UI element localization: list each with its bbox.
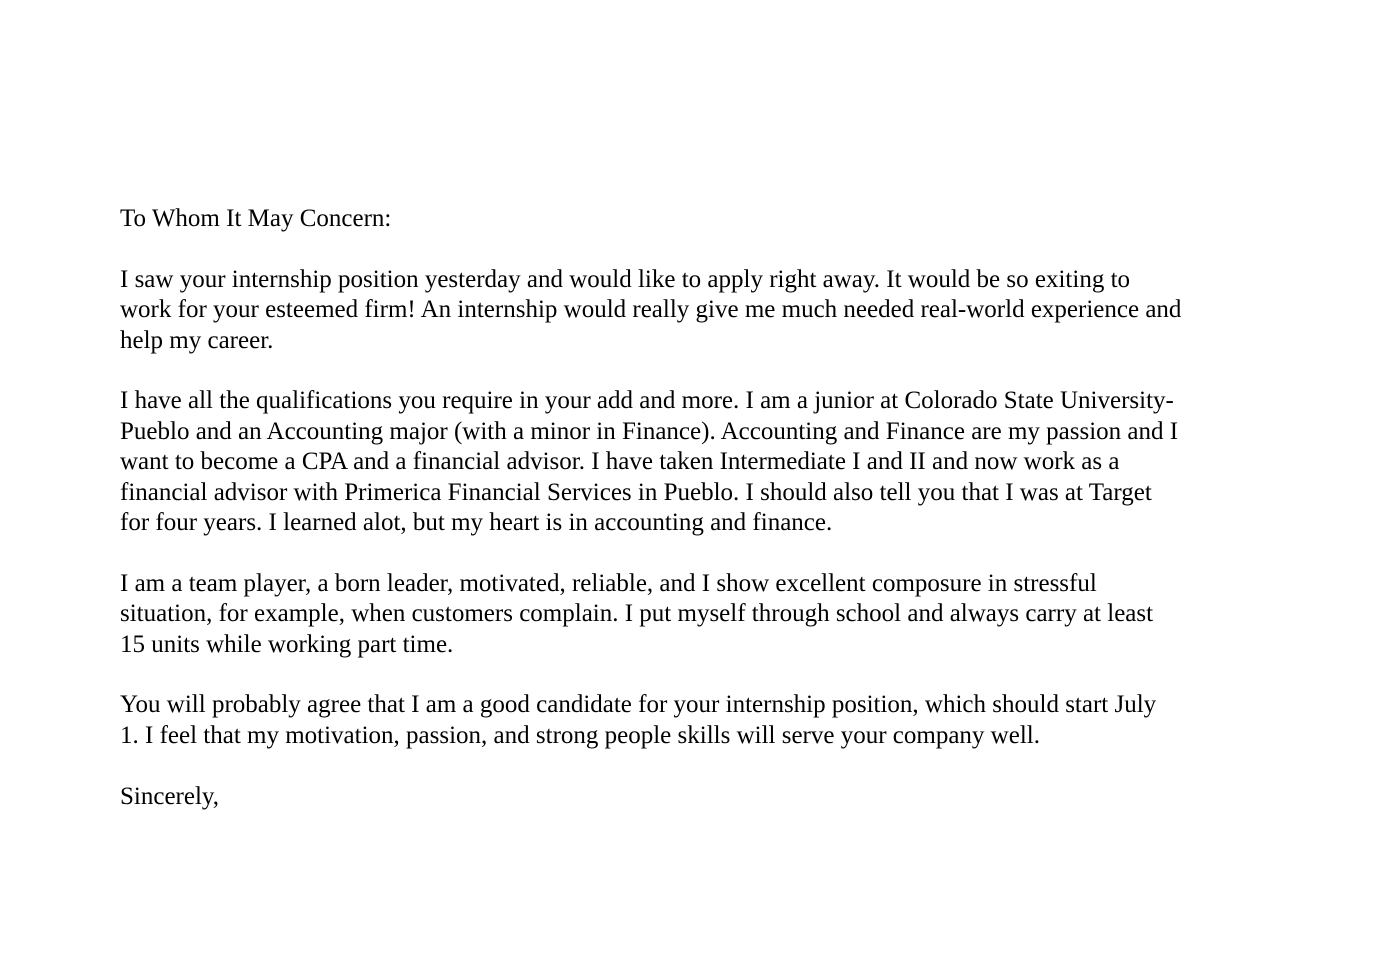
paragraph-line: work for your esteemed firm! An internship would really give me much needed real-world experience and: [120, 296, 1182, 324]
paragraph-line: help my career.: [120, 326, 274, 354]
paragraph-line: I am a team player, a born leader, motivated, reliable, and I show excellent composure in stressful: [120, 569, 1097, 597]
letter-closing: [120, 782, 1250, 812]
letter-salutation: [120, 204, 1250, 234]
paragraph-line: for four years. I learned alot, but my heart is in accounting and finance.: [120, 509, 833, 537]
cover-letter: [120, 204, 1250, 812]
paragraph-line: financial advisor with Primerica Financial Services in Pueblo. I should also tell you that I was at Target: [120, 478, 1152, 506]
paragraph-line: I saw your internship position yesterday and would like to apply right away. It would be so exiting to: [120, 265, 1131, 293]
paragraph-line: 15 units while working part time.: [120, 630, 454, 658]
paragraph-2: [120, 386, 1250, 538]
paragraph-line: 1. I feel that my motivation, passion, and strong people skills will serve your company well.: [120, 721, 1040, 749]
paragraph-4: [120, 690, 1250, 751]
salutation-text: To Whom It May Concern:: [120, 205, 392, 232]
paragraph-1: [120, 265, 1250, 356]
closing-text: Sincerely,: [120, 782, 220, 810]
paragraph-line: want to become a CPA and a financial advisor. I have taken Intermediate I and II and now work as a: [120, 448, 1120, 476]
paragraph-3: [120, 569, 1250, 660]
paragraph-line: I have all the qualifications you require in your add and more. I am a junior at Colorado State University-: [120, 387, 1174, 415]
paragraph-line: You will probably agree that I am a good candidate for your internship position, which should start July: [120, 691, 1157, 719]
paragraph-line: situation, for example, when customers complain. I put myself through school and always carry at least: [120, 600, 1154, 628]
paragraph-line: Pueblo and an Accounting major (with a minor in Finance). Accounting and Finance are my passion and I: [120, 417, 1179, 445]
